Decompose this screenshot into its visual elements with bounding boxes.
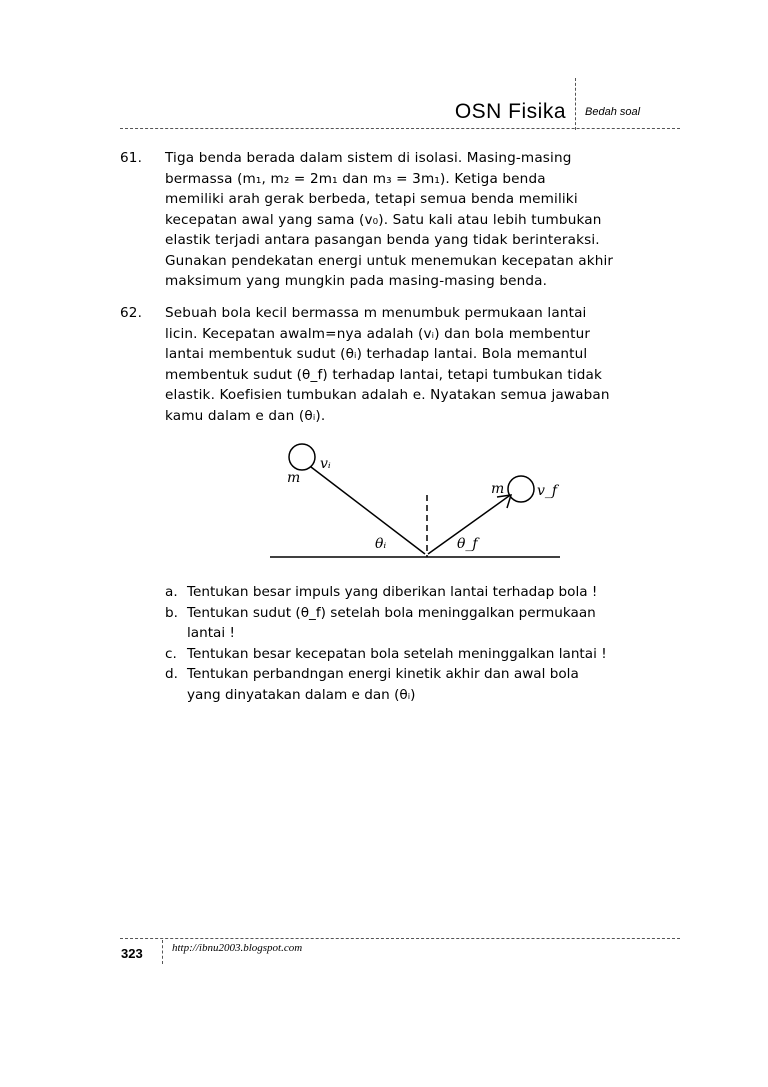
option-line: Tentukan sudut (θ_f) setelah bola meninggalkan permukaan — [187, 604, 596, 621]
problem-line: kecepatan awal yang sama (v₀). Satu kali atau lebih tumbukan — [165, 211, 602, 228]
option-line: Tentukan besar kecepatan bola setelah meninggalkan lantai ! — [187, 645, 607, 662]
page-number: 323 — [121, 946, 143, 961]
footer-rule — [120, 938, 680, 939]
option-d — [165, 664, 685, 705]
problem-number: 61. — [120, 150, 143, 166]
option-line: Tentukan perbandngan energi kinetik akhir dan awal bola — [187, 666, 579, 682]
option-c — [165, 644, 685, 665]
option-letter: b. — [165, 604, 178, 621]
problem-line: Gunakan pendekatan energi untuk menemukan kecepatan akhir — [165, 252, 614, 269]
problem-line: elastik terjadi antara pasangan benda yang tidak berinteraksi. — [165, 232, 600, 248]
problem-line: memiliki arah gerak berbeda, tetapi semua benda memiliki — [165, 191, 578, 207]
option-line: lantai ! — [187, 625, 235, 641]
header-divider — [575, 78, 576, 130]
option-letter: d. — [165, 666, 178, 682]
problem-line: kamu dalam e dan (θᵢ). — [165, 407, 326, 424]
problem-text — [165, 303, 680, 426]
velocity-in-label: vᵢ — [320, 456, 331, 472]
problem-61 — [120, 148, 680, 292]
option-b — [165, 603, 685, 644]
footer-link[interactable]: http://ibnu2003.blogspot.com — [172, 942, 303, 954]
option-letter: a. — [165, 584, 178, 600]
incoming-path — [311, 467, 425, 554]
problem-line: Sebuah bola kecil bermassa m menumbuk permukaan lantai — [165, 305, 587, 321]
problem-line: elastik. Koefisien tumbukan adalah e. Nyatakan semua jawaban — [165, 387, 610, 403]
problem-62 — [120, 303, 680, 426]
problem-line: membentuk sudut (θ_f) terhadap lantai, tetapi tumbukan tidak — [165, 366, 603, 383]
angle-in-label: θᵢ — [375, 536, 387, 552]
ball-incoming — [289, 444, 315, 470]
option-a — [165, 582, 685, 603]
problem-line: maksimum yang mungkin pada masing-masing benda. — [165, 273, 548, 289]
ball-outgoing — [508, 476, 534, 502]
angle-out-label: θ_f — [457, 536, 478, 552]
option-letter: c. — [165, 645, 177, 662]
option-line: Tentukan besar impuls yang diberikan lantai terhadap bola ! — [187, 584, 598, 600]
problem-number: 62. — [120, 305, 143, 321]
sub-questions — [165, 582, 685, 705]
page-header-subtitle: Bedah soal — [585, 106, 641, 118]
mass-out-label: m — [491, 481, 505, 497]
problem-line: Tiga benda berada dalam sistem di isolasi. Masing-masing — [165, 150, 572, 166]
problem-line: lantai membentuk sudut (θᵢ) terhadap lantai. Bola memantul — [165, 346, 588, 362]
mass-in-label: m — [287, 470, 301, 486]
option-line: yang dinyatakan dalam e dan (θᵢ) — [187, 686, 416, 703]
problem-text — [165, 148, 680, 292]
footer-divider — [162, 940, 163, 964]
problem-line: licin. Kecepatan awalm=nya adalah (vᵢ) dan bola membentur — [165, 325, 591, 342]
problem-line: bermassa (m₁, m₂ = 2m₁ dan m₃ = 3m₁). Ketiga benda — [165, 170, 546, 187]
velocity-out-label: v_f — [537, 483, 558, 499]
header-rule — [120, 128, 680, 129]
collision-diagram — [265, 440, 565, 570]
page-header-title: OSN Fisika — [454, 100, 566, 123]
